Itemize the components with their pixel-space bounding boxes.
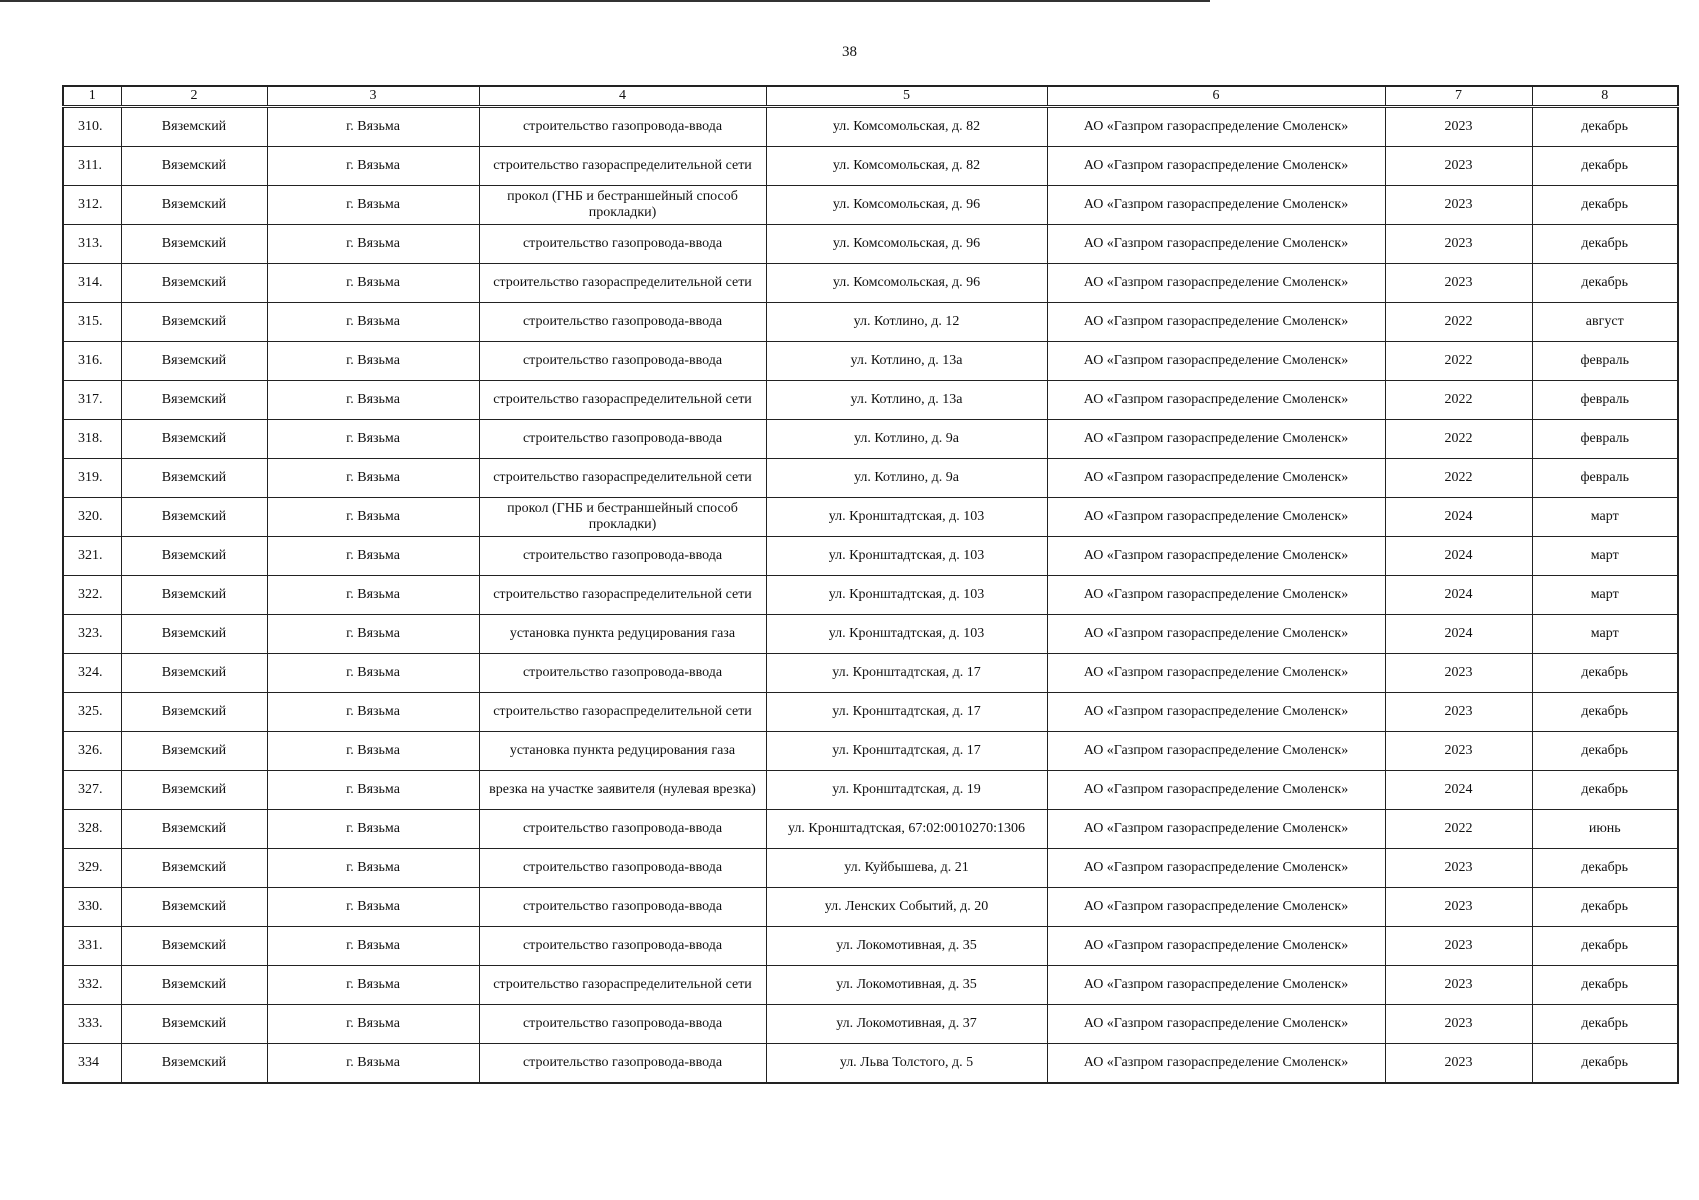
cell-col-number: 326.: [63, 732, 121, 771]
cell-col-month: февраль: [1532, 420, 1678, 459]
cell-col-month: декабрь: [1532, 966, 1678, 1005]
cell-col-year: 2023: [1385, 225, 1532, 264]
cell-col-work-type: строительство газораспределительной сети: [479, 264, 766, 303]
cell-col-work-type: строительство газопровода-ввода: [479, 420, 766, 459]
cell-col-number: 314.: [63, 264, 121, 303]
cell-col-organization: АО «Газпром газораспределение Смоленск»: [1047, 849, 1385, 888]
header-row: [63, 86, 1678, 107]
cell-col-work-type: строительство газораспределительной сети: [479, 147, 766, 186]
cell-col-work-type: строительство газопровода-ввода: [479, 107, 766, 147]
cell-col-address: ул. Кронштадтская, д. 17: [766, 732, 1047, 771]
cell-col-month: декабрь: [1532, 186, 1678, 225]
cell-col-number: 311.: [63, 147, 121, 186]
cell-col-address: ул. Кронштадтская, д. 103: [766, 576, 1047, 615]
cell-col-year: 2023: [1385, 1005, 1532, 1044]
table-row: [63, 849, 1678, 888]
cell-col-number: 313.: [63, 225, 121, 264]
cell-col-settlement: г. Вязьма: [267, 849, 479, 888]
table-row: [63, 381, 1678, 420]
cell-col-organization: АО «Газпром газораспределение Смоленск»: [1047, 732, 1385, 771]
cell-col-district: Вяземский: [121, 927, 267, 966]
cell-col-year: 2023: [1385, 966, 1532, 1005]
cell-col-organization: АО «Газпром газораспределение Смоленск»: [1047, 459, 1385, 498]
cell-col-work-type: строительство газопровода-ввода: [479, 342, 766, 381]
cell-col-address: ул. Котлино, д. 9а: [766, 459, 1047, 498]
cell-col-year: 2023: [1385, 186, 1532, 225]
table-row: [63, 888, 1678, 927]
cell-col-address: ул. Локомотивная, д. 35: [766, 966, 1047, 1005]
cell-col-address: ул. Локомотивная, д. 35: [766, 927, 1047, 966]
cell-col-organization: АО «Газпром газораспределение Смоленск»: [1047, 1005, 1385, 1044]
cell-col-district: Вяземский: [121, 693, 267, 732]
cell-col-organization: АО «Газпром газораспределение Смоленск»: [1047, 342, 1385, 381]
cell-col-year: 2023: [1385, 927, 1532, 966]
cell-col-address: ул. Льва Толстого, д. 5: [766, 1044, 1047, 1084]
cell-col-work-type: прокол (ГНБ и бестраншейный способ прокладки): [479, 498, 766, 537]
cell-col-address: ул. Котлино, д. 9а: [766, 420, 1047, 459]
cell-col-number: 333.: [63, 1005, 121, 1044]
cell-col-district: Вяземский: [121, 225, 267, 264]
header-col-district: 2: [121, 86, 267, 107]
table-row: [63, 420, 1678, 459]
cell-col-organization: АО «Газпром газораспределение Смоленск»: [1047, 927, 1385, 966]
cell-col-address: ул. Кронштадтская, д. 103: [766, 498, 1047, 537]
table-row: [63, 732, 1678, 771]
cell-col-district: Вяземский: [121, 537, 267, 576]
cell-col-settlement: г. Вязьма: [267, 654, 479, 693]
cell-col-district: Вяземский: [121, 732, 267, 771]
table-row: [63, 264, 1678, 303]
table-header: [63, 86, 1678, 107]
cell-col-settlement: г. Вязьма: [267, 264, 479, 303]
cell-col-month: декабрь: [1532, 1005, 1678, 1044]
table-row: [63, 1005, 1678, 1044]
header-col-organization: 6: [1047, 86, 1385, 107]
cell-col-month: март: [1532, 615, 1678, 654]
cell-col-number: 325.: [63, 693, 121, 732]
cell-col-work-type: строительство газораспределительной сети: [479, 576, 766, 615]
cell-col-work-type: строительство газопровода-ввода: [479, 303, 766, 342]
cell-col-organization: АО «Газпром газораспределение Смоленск»: [1047, 498, 1385, 537]
cell-col-number: 329.: [63, 849, 121, 888]
cell-col-work-type: строительство газораспределительной сети: [479, 381, 766, 420]
cell-col-organization: АО «Газпром газораспределение Смоленск»: [1047, 420, 1385, 459]
cell-col-month: декабрь: [1532, 264, 1678, 303]
cell-col-work-type: строительство газопровода-ввода: [479, 849, 766, 888]
table-row: [63, 342, 1678, 381]
cell-col-work-type: врезка на участке заявителя (нулевая врезка): [479, 771, 766, 810]
cell-col-address: ул. Комсомольская, д. 96: [766, 225, 1047, 264]
cell-col-number: 327.: [63, 771, 121, 810]
cell-col-settlement: г. Вязьма: [267, 225, 479, 264]
cell-col-settlement: г. Вязьма: [267, 966, 479, 1005]
cell-col-district: Вяземский: [121, 147, 267, 186]
cell-col-address: ул. Комсомольская, д. 82: [766, 147, 1047, 186]
cell-col-settlement: г. Вязьма: [267, 420, 479, 459]
cell-col-year: 2024: [1385, 615, 1532, 654]
cell-col-year: 2023: [1385, 654, 1532, 693]
cell-col-organization: АО «Газпром газораспределение Смоленск»: [1047, 615, 1385, 654]
cell-col-work-type: строительство газораспределительной сети: [479, 966, 766, 1005]
table-row: [63, 771, 1678, 810]
cell-col-district: Вяземский: [121, 342, 267, 381]
cell-col-number: 319.: [63, 459, 121, 498]
cell-col-month: декабрь: [1532, 927, 1678, 966]
cell-col-district: Вяземский: [121, 186, 267, 225]
cell-col-address: ул. Кронштадтская, д. 103: [766, 537, 1047, 576]
cell-col-district: Вяземский: [121, 849, 267, 888]
table-row: [63, 225, 1678, 264]
table-row: [63, 459, 1678, 498]
cell-col-year: 2023: [1385, 732, 1532, 771]
cell-col-work-type: строительство газопровода-ввода: [479, 225, 766, 264]
cell-col-work-type: строительство газопровода-ввода: [479, 537, 766, 576]
cell-col-year: 2023: [1385, 849, 1532, 888]
cell-col-settlement: г. Вязьма: [267, 459, 479, 498]
cell-col-number: 323.: [63, 615, 121, 654]
cell-col-month: декабрь: [1532, 732, 1678, 771]
cell-col-organization: АО «Газпром газораспределение Смоленск»: [1047, 264, 1385, 303]
cell-col-year: 2024: [1385, 498, 1532, 537]
cell-col-year: 2022: [1385, 420, 1532, 459]
cell-col-number: 324.: [63, 654, 121, 693]
cell-col-address: ул. Комсомольская, д. 82: [766, 107, 1047, 147]
cell-col-month: декабрь: [1532, 888, 1678, 927]
cell-col-month: февраль: [1532, 342, 1678, 381]
cell-col-number: 334: [63, 1044, 121, 1084]
cell-col-organization: АО «Газпром газораспределение Смоленск»: [1047, 1044, 1385, 1084]
table-body: [63, 107, 1678, 1084]
cell-col-month: март: [1532, 498, 1678, 537]
cell-col-address: ул. Кронштадтская, 67:02:0010270:1306: [766, 810, 1047, 849]
cell-col-month: март: [1532, 537, 1678, 576]
table-row: [63, 966, 1678, 1005]
cell-col-settlement: г. Вязьма: [267, 186, 479, 225]
cell-col-settlement: г. Вязьма: [267, 147, 479, 186]
top-rule: [0, 0, 1210, 2]
table-row: [63, 537, 1678, 576]
cell-col-address: ул. Кронштадтская, д. 103: [766, 615, 1047, 654]
cell-col-year: 2024: [1385, 537, 1532, 576]
cell-col-work-type: строительство газопровода-ввода: [479, 1005, 766, 1044]
cell-col-number: 331.: [63, 927, 121, 966]
cell-col-district: Вяземский: [121, 1044, 267, 1084]
cell-col-address: ул. Комсомольская, д. 96: [766, 264, 1047, 303]
cell-col-district: Вяземский: [121, 1005, 267, 1044]
cell-col-organization: АО «Газпром газораспределение Смоленск»: [1047, 654, 1385, 693]
cell-col-work-type: строительство газораспределительной сети: [479, 693, 766, 732]
cell-col-month: март: [1532, 576, 1678, 615]
cell-col-settlement: г. Вязьма: [267, 888, 479, 927]
cell-col-organization: АО «Газпром газораспределение Смоленск»: [1047, 888, 1385, 927]
cell-col-organization: АО «Газпром газораспределение Смоленск»: [1047, 107, 1385, 147]
cell-col-organization: АО «Газпром газораспределение Смоленск»: [1047, 576, 1385, 615]
cell-col-address: ул. Кронштадтская, д. 17: [766, 693, 1047, 732]
cell-col-organization: АО «Газпром газораспределение Смоленск»: [1047, 810, 1385, 849]
table-row: [63, 927, 1678, 966]
cell-col-month: декабрь: [1532, 147, 1678, 186]
cell-col-district: Вяземский: [121, 420, 267, 459]
cell-col-work-type: установка пункта редуцирования газа: [479, 615, 766, 654]
cell-col-settlement: г. Вязьма: [267, 381, 479, 420]
cell-col-settlement: г. Вязьма: [267, 732, 479, 771]
cell-col-address: ул. Локомотивная, д. 37: [766, 1005, 1047, 1044]
cell-col-month: декабрь: [1532, 693, 1678, 732]
header-col-number: 1: [63, 86, 121, 107]
cell-col-organization: АО «Газпром газораспределение Смоленск»: [1047, 693, 1385, 732]
cell-col-settlement: г. Вязьма: [267, 107, 479, 147]
table-row: [63, 576, 1678, 615]
table-row: [63, 498, 1678, 537]
cell-col-year: 2022: [1385, 810, 1532, 849]
cell-col-organization: АО «Газпром газораспределение Смоленск»: [1047, 771, 1385, 810]
cell-col-organization: АО «Газпром газораспределение Смоленск»: [1047, 147, 1385, 186]
header-col-month: 8: [1532, 86, 1678, 107]
cell-col-district: Вяземский: [121, 654, 267, 693]
cell-col-number: 316.: [63, 342, 121, 381]
page-number: 38: [842, 44, 857, 60]
cell-col-year: 2022: [1385, 381, 1532, 420]
cell-col-number: 320.: [63, 498, 121, 537]
cell-col-month: декабрь: [1532, 849, 1678, 888]
cell-col-year: 2023: [1385, 693, 1532, 732]
cell-col-month: июнь: [1532, 810, 1678, 849]
cell-col-year: 2023: [1385, 147, 1532, 186]
cell-col-organization: АО «Газпром газораспределение Смоленск»: [1047, 381, 1385, 420]
cell-col-organization: АО «Газпром газораспределение Смоленск»: [1047, 537, 1385, 576]
cell-col-address: ул. Ленских Событий, д. 20: [766, 888, 1047, 927]
cell-col-district: Вяземский: [121, 810, 267, 849]
cell-col-work-type: строительство газораспределительной сети: [479, 459, 766, 498]
cell-col-number: 322.: [63, 576, 121, 615]
cell-col-settlement: г. Вязьма: [267, 693, 479, 732]
cell-col-number: 321.: [63, 537, 121, 576]
cell-col-month: декабрь: [1532, 225, 1678, 264]
table-row: [63, 654, 1678, 693]
cell-col-district: Вяземский: [121, 615, 267, 654]
cell-col-district: Вяземский: [121, 303, 267, 342]
cell-col-work-type: строительство газопровода-ввода: [479, 1044, 766, 1084]
cell-col-year: 2023: [1385, 888, 1532, 927]
table-row: [63, 303, 1678, 342]
cell-col-number: 317.: [63, 381, 121, 420]
cell-col-district: Вяземский: [121, 264, 267, 303]
header-col-work-type: 4: [479, 86, 766, 107]
cell-col-month: февраль: [1532, 459, 1678, 498]
table-row: [63, 810, 1678, 849]
cell-col-work-type: строительство газопровода-ввода: [479, 888, 766, 927]
cell-col-address: ул. Комсомольская, д. 96: [766, 186, 1047, 225]
cell-col-address: ул. Котлино, д. 12: [766, 303, 1047, 342]
cell-col-year: 2022: [1385, 342, 1532, 381]
table-row: [63, 615, 1678, 654]
cell-col-organization: АО «Газпром газораспределение Смоленск»: [1047, 225, 1385, 264]
cell-col-district: Вяземский: [121, 381, 267, 420]
cell-col-address: ул. Кронштадтская, д. 19: [766, 771, 1047, 810]
cell-col-district: Вяземский: [121, 888, 267, 927]
cell-col-month: декабрь: [1532, 654, 1678, 693]
cell-col-address: ул. Кронштадтская, д. 17: [766, 654, 1047, 693]
table-row: [63, 186, 1678, 225]
cell-col-settlement: г. Вязьма: [267, 927, 479, 966]
cell-col-work-type: строительство газопровода-ввода: [479, 810, 766, 849]
cell-col-address: ул. Котлино, д. 13а: [766, 381, 1047, 420]
cell-col-year: 2023: [1385, 264, 1532, 303]
gasification-table: [62, 85, 1679, 1084]
cell-col-settlement: г. Вязьма: [267, 1005, 479, 1044]
cell-col-settlement: г. Вязьма: [267, 342, 479, 381]
table-row: [63, 147, 1678, 186]
table-row: [63, 693, 1678, 732]
cell-col-number: 310.: [63, 107, 121, 147]
header-col-settlement: 3: [267, 86, 479, 107]
cell-col-month: февраль: [1532, 381, 1678, 420]
cell-col-work-type: прокол (ГНБ и бестраншейный способ прокладки): [479, 186, 766, 225]
cell-col-number: 318.: [63, 420, 121, 459]
cell-col-month: декабрь: [1532, 1044, 1678, 1084]
cell-col-district: Вяземский: [121, 576, 267, 615]
cell-col-year: 2024: [1385, 576, 1532, 615]
cell-col-address: ул. Котлино, д. 13а: [766, 342, 1047, 381]
cell-col-settlement: г. Вязьма: [267, 771, 479, 810]
cell-col-year: 2024: [1385, 771, 1532, 810]
cell-col-address: ул. Куйбышева, д. 21: [766, 849, 1047, 888]
cell-col-organization: АО «Газпром газораспределение Смоленск»: [1047, 303, 1385, 342]
cell-col-year: 2022: [1385, 459, 1532, 498]
cell-col-settlement: г. Вязьма: [267, 303, 479, 342]
cell-col-district: Вяземский: [121, 107, 267, 147]
cell-col-district: Вяземский: [121, 498, 267, 537]
cell-col-month: декабрь: [1532, 107, 1678, 147]
cell-col-organization: АО «Газпром газораспределение Смоленск»: [1047, 186, 1385, 225]
cell-col-year: 2023: [1385, 1044, 1532, 1084]
cell-col-district: Вяземский: [121, 459, 267, 498]
cell-col-number: 332.: [63, 966, 121, 1005]
cell-col-number: 328.: [63, 810, 121, 849]
cell-col-settlement: г. Вязьма: [267, 576, 479, 615]
cell-col-work-type: строительство газопровода-ввода: [479, 654, 766, 693]
cell-col-settlement: г. Вязьма: [267, 1044, 479, 1084]
table-row: [63, 1044, 1678, 1084]
cell-col-month: август: [1532, 303, 1678, 342]
cell-col-number: 330.: [63, 888, 121, 927]
cell-col-work-type: строительство газопровода-ввода: [479, 927, 766, 966]
cell-col-work-type: установка пункта редуцирования газа: [479, 732, 766, 771]
cell-col-district: Вяземский: [121, 966, 267, 1005]
cell-col-number: 315.: [63, 303, 121, 342]
table-row: [63, 107, 1678, 147]
cell-col-settlement: г. Вязьма: [267, 810, 479, 849]
cell-col-district: Вяземский: [121, 771, 267, 810]
cell-col-year: 2023: [1385, 107, 1532, 147]
header-col-year: 7: [1385, 86, 1532, 107]
cell-col-settlement: г. Вязьма: [267, 498, 479, 537]
cell-col-year: 2022: [1385, 303, 1532, 342]
cell-col-settlement: г. Вязьма: [267, 537, 479, 576]
header-col-address: 5: [766, 86, 1047, 107]
cell-col-settlement: г. Вязьма: [267, 615, 479, 654]
cell-col-number: 312.: [63, 186, 121, 225]
cell-col-organization: АО «Газпром газораспределение Смоленск»: [1047, 966, 1385, 1005]
cell-col-month: декабрь: [1532, 771, 1678, 810]
